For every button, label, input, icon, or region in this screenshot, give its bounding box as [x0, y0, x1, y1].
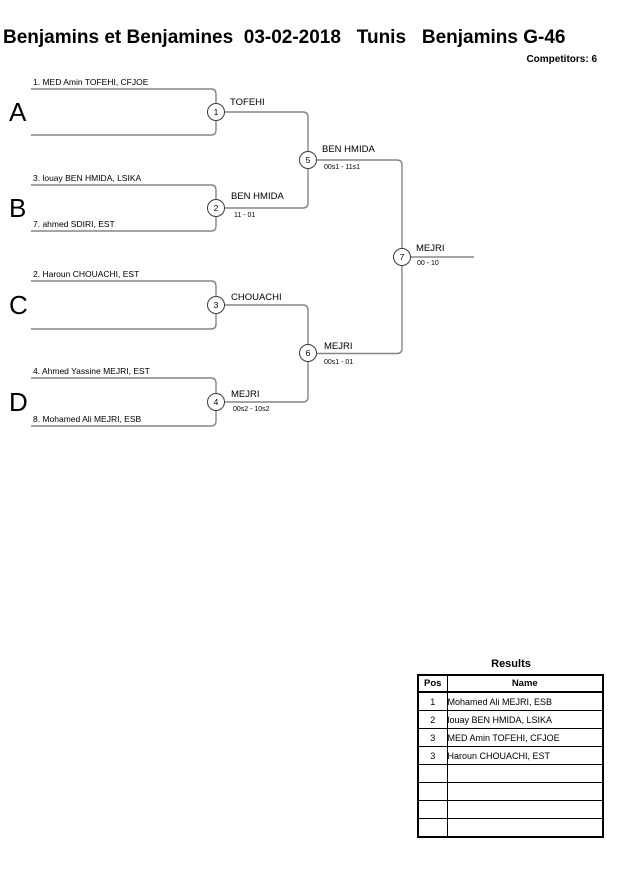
match-1-number: 1: [213, 106, 219, 117]
result-pos: 3: [418, 729, 447, 747]
match-6-number: 6: [305, 347, 311, 358]
match-4-circle: [207, 393, 225, 411]
group-d-letter: D: [9, 387, 28, 417]
group-a-letter: A: [9, 97, 27, 127]
match-1-winner: TOFEHI: [230, 97, 265, 108]
group-b-letter: B: [9, 193, 27, 223]
page-title: Benjamins et Benjamines 03-02-2018 Tunis Benjamins G-46: [3, 27, 566, 48]
match-7-score: 00 - 10: [417, 260, 439, 267]
results-row: [418, 692, 603, 711]
match-3-winner: CHOUACHI: [231, 292, 282, 303]
results-header-row: [418, 675, 603, 692]
result-pos: [418, 801, 447, 819]
seed-group-a-top: 1. MED Amin TOFEHI, CFJOE: [33, 77, 149, 87]
match-6-score: 00s1 - 01: [324, 359, 354, 366]
result-name: MED Amin TOFEHI, CFJOE: [447, 729, 603, 747]
group-a-bracket-line: [31, 89, 216, 135]
match-4-score: 00s2 - 10s2: [233, 406, 270, 413]
match-5-winner: BEN HMIDA: [322, 144, 375, 155]
results-header-name: Name: [447, 675, 603, 692]
match-6-winner: MEJRI: [324, 341, 353, 352]
seed-group-d-top: 4. Ahmed Yassine MEJRI, EST: [33, 366, 150, 376]
match-7-number: 7: [399, 251, 405, 262]
match-7-winner: MEJRI: [416, 243, 445, 254]
match-6-circle: [299, 344, 317, 362]
results-title: Results: [491, 658, 531, 670]
results-row-empty: [418, 783, 603, 801]
final-connector-line: [308, 160, 402, 354]
match-5-score: 00s1 - 11s1: [324, 164, 361, 171]
result-pos: 1: [418, 692, 447, 711]
competitors-count: Competitors: 6: [526, 54, 597, 65]
match-2-circle: [207, 199, 225, 217]
seed-group-c-top: 2. Haroun CHOUACHI, EST: [33, 269, 140, 279]
group-c-bracket-line: [31, 281, 216, 329]
results-row: [418, 747, 603, 765]
results-row-empty: [418, 765, 603, 783]
result-name: Mohamed Ali MEJRI, ESB: [447, 692, 603, 711]
match-2-score: 11 - 01: [234, 212, 256, 219]
match-4-number: 4: [213, 396, 219, 407]
match-3-number: 3: [213, 299, 219, 310]
results-row: [418, 711, 603, 729]
results-header-pos: Pos: [418, 675, 447, 692]
result-pos: [418, 765, 447, 783]
group-c-letter: C: [9, 290, 28, 320]
match-7-circle: [393, 248, 411, 266]
match-3-circle: [207, 296, 225, 314]
match-2-winner: BEN HMIDA: [231, 191, 284, 202]
result-name: [447, 819, 603, 838]
result-name: [447, 801, 603, 819]
seed-group-d-bottom: 8. Mohamed Ali MEJRI, ESB: [33, 414, 142, 424]
result-pos: [418, 783, 447, 801]
match-5-number: 5: [305, 154, 311, 165]
results-row-empty: [418, 801, 603, 819]
match-5-circle: [299, 151, 317, 169]
result-name: Haroun CHOUACHI, EST: [447, 747, 603, 765]
semi-bottom-connector-line: [216, 305, 308, 402]
match-2-number: 2: [213, 202, 219, 213]
result-pos: 3: [418, 747, 447, 765]
result-pos: [418, 819, 447, 838]
result-name: [447, 765, 603, 783]
result-name: [447, 783, 603, 801]
match-4-winner: MEJRI: [231, 389, 260, 400]
match-1-circle: [207, 103, 225, 121]
seed-group-b-top: 3. louay BEN HMIDA, LSIKA: [33, 173, 142, 183]
seed-group-b-bottom: 7. ahmed SDIRI, EST: [33, 219, 115, 229]
results-row-empty: [418, 819, 603, 838]
results-table: [417, 674, 604, 838]
result-pos: 2: [418, 711, 447, 729]
results-row: [418, 729, 603, 747]
result-name: louay BEN HMIDA, LSIKA: [447, 711, 603, 729]
